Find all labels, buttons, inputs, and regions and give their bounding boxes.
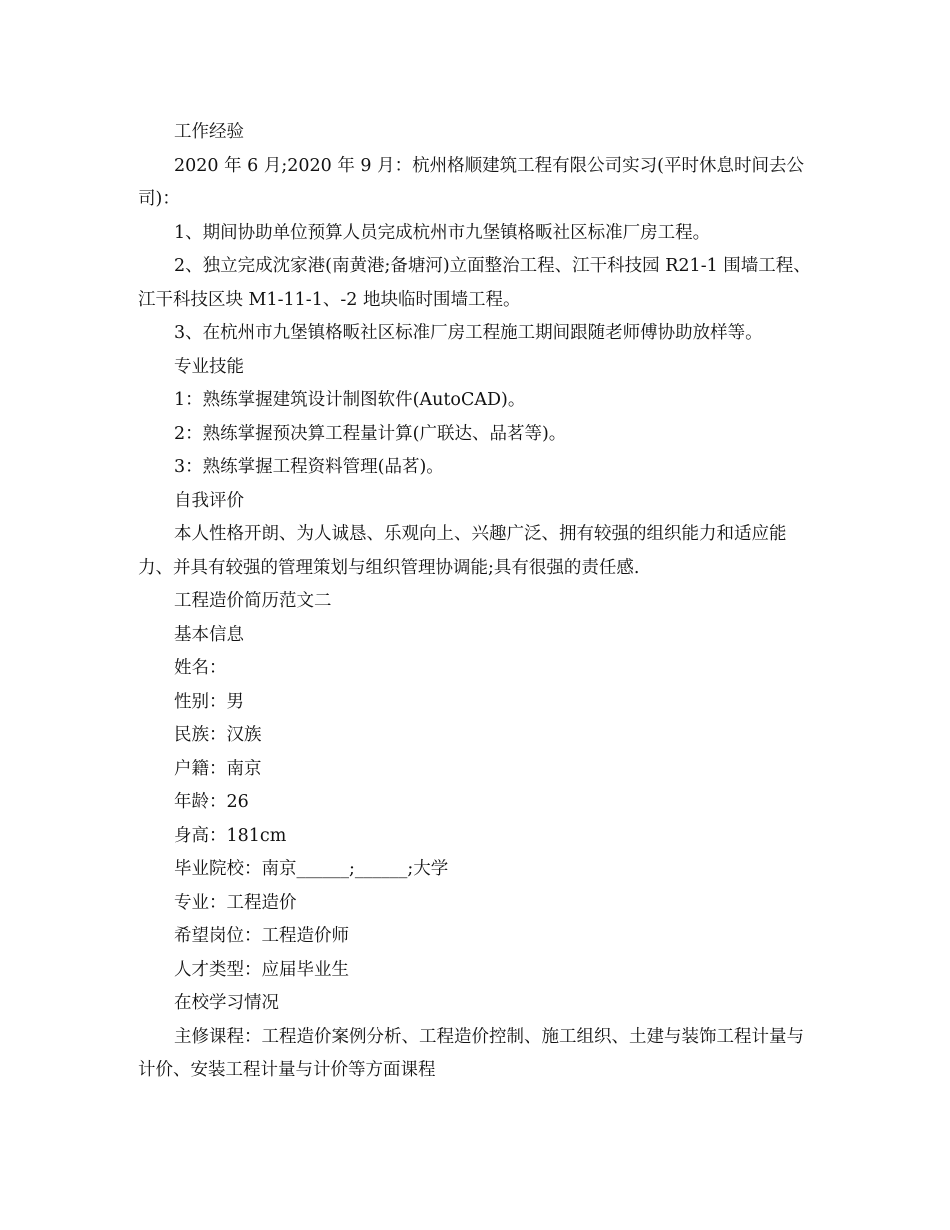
info-talent-type: 人才类型：应届毕业生 xyxy=(174,959,349,980)
self-evaluation-paragraph: 本人性格开朗、为人诚恳、乐观向上、兴趣广泛、拥有较强的组织能力和适应能力、并具有较强的管理策划与组织管理协调能;具有很强的责任感. xyxy=(138,524,787,578)
work-item-1: 1、期间协助单位预算人员完成杭州市九堡镇格畈社区标准厂房工程。 xyxy=(174,222,711,243)
info-height: 身高：181cm xyxy=(174,825,287,846)
info-major: 专业：工程造价 xyxy=(174,892,297,913)
section-heading-study: 在校学习情况 xyxy=(174,993,279,1013)
work-period-paragraph: 2020 年 6 月;2020 年 9 月：杭州格顺建筑工程有限公司实习(平时休息时间去公司)： xyxy=(138,155,804,209)
document-body xyxy=(138,116,814,1088)
info-school: 毕业院校：南京______;______;大学 xyxy=(174,859,449,879)
work-item-2: 2、独立完成沈家港(南黄港;备塘河)立面整治工程、江干科技园 R21-1 围墙工程、江干科技区块 M1-11-1、-2 地块临时围墙工程。 xyxy=(138,256,811,310)
resume-sample-title: 工程造价简历范文二 xyxy=(174,591,332,611)
section-heading-work-experience: 工作经验 xyxy=(174,122,244,142)
skill-item-3: 3：熟练掌握工程资料管理(品茗)。 xyxy=(174,457,444,477)
skill-item-2: 2：熟练掌握预决算工程量计算(广联达、品茗等)。 xyxy=(174,423,567,444)
section-heading-self-evaluation: 自我评价 xyxy=(174,490,244,511)
info-desired-position: 希望岗位：工程造价师 xyxy=(174,926,349,946)
work-item-3: 3、在杭州市九堡镇格畈社区标准厂房工程施工期间跟随老师傅协助放样等。 xyxy=(174,323,763,343)
skill-item-1: 1：熟练掌握建筑设计制图软件(AutoCAD)。 xyxy=(174,390,526,410)
info-ethnicity: 民族：汉族 xyxy=(174,725,262,745)
section-heading-basic-info: 基本信息 xyxy=(174,624,244,645)
main-courses-paragraph: 主修课程：工程造价案例分析、工程造价控制、施工组织、土建与装饰工程计量与计价、安装工程计量与计价等方面课程 xyxy=(138,1026,804,1080)
info-household-registration: 户籍：南京 xyxy=(174,758,262,779)
info-age: 年龄：26 xyxy=(174,792,249,812)
info-name: 姓名： xyxy=(174,658,227,678)
section-heading-skills: 专业技能 xyxy=(174,356,244,377)
info-gender: 性别：男 xyxy=(174,691,244,712)
